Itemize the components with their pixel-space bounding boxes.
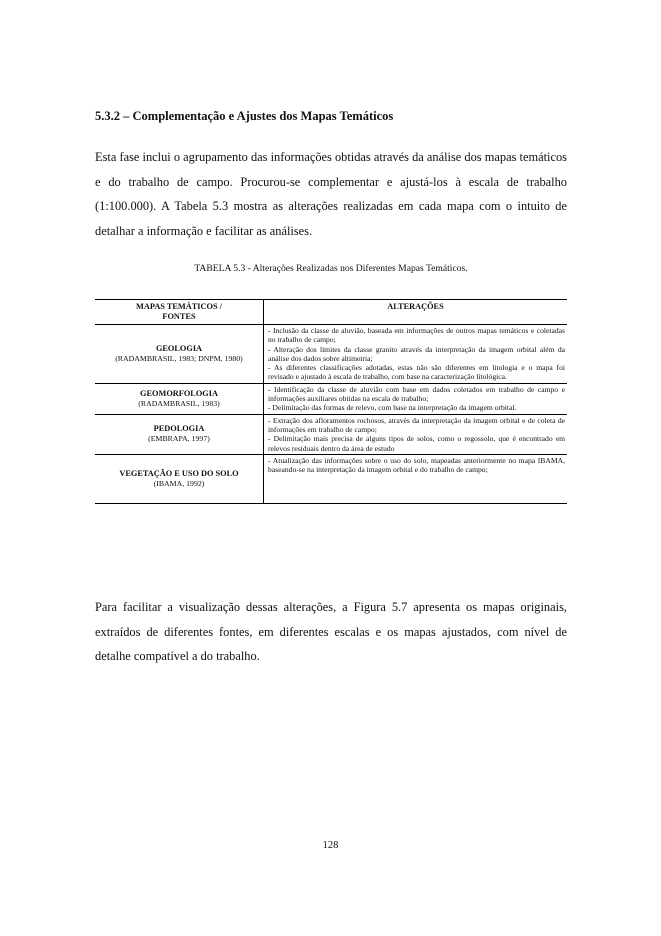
map-source: (RADAMBRASIL, 1983; DNPM, 1980) <box>115 353 243 363</box>
map-source-cell <box>95 383 264 414</box>
map-source: (RADAMBRASIL, 1983) <box>138 398 220 408</box>
alterations-table <box>95 299 567 504</box>
map-source: (IBAMA, 1992) <box>153 478 205 488</box>
map-source-cell <box>95 454 264 503</box>
alterations-cell <box>264 414 568 454</box>
intro-paragraph: Esta fase inclui o agrupamento das informações obtidas através da análise dos mapas temáticos e do trabalho de campo. Procurou-se complementar e ajustá-los à escala de trabalho (1:100.000). A Tabela 5.3 mostra as alterações realizadas em cada mapa com o intuito de detalhar a informação e facilitar as análises. <box>95 150 567 238</box>
alteration-item: - Identificação da classe de aluvião com base em dados coletados em trabalho de campo e informações auxiliares obtidas na escala de trabalho; <box>268 384 565 404</box>
table-row-vegetacao <box>95 454 567 503</box>
map-name: PEDOLOGIA <box>153 424 205 434</box>
alteration-item: - As diferentes classificações adotadas, estas não são diferentes em litologia e o mapa foi revisado e ajustado à escala de trabalho, com base na caracterização litológica. <box>268 363 565 382</box>
map-name: GEOLOGIA <box>155 343 203 353</box>
map-source-cell <box>95 414 264 454</box>
figure-reference-paragraph: Para facilitar a visualização dessas alterações, a Figura 5.7 apresenta os mapas originais, extraídos de diferentes fontes, em diferentes escalas e os mapas ajustados, com nível de detalhe compatível a do trabalho. <box>95 600 567 663</box>
table-row-pedologia <box>95 414 567 454</box>
alterations-cell <box>264 325 568 384</box>
map-source-cell <box>95 325 264 384</box>
alteration-item: - Inclusão da classe de aluvião, baseada em informações de outros mapas temáticos e coletadas no trabalho de campo; <box>268 326 565 345</box>
table-row-geomorfologia <box>95 383 567 414</box>
column-header-alterations: ALTERAÇÕES <box>264 300 568 325</box>
alteration-item: - Atualização das informações sobre o uso do solo, mapeadas anteriormente no mapa IBAMA, baseando-se na interpretação da imagem orbital e do trabalho de campo; <box>268 455 565 475</box>
alterations-cell <box>264 383 568 414</box>
alteration-item: - Delimitação das formas de relevo, com base na interpretação da imagem orbital. <box>268 403 517 413</box>
column-header-maps-text: MAPAS TEMÁTICOS / FONTES <box>136 302 222 321</box>
alteration-item: - Alteração dos limites da classe granito através da interpretação da imagem orbital além da análise dos dados sobre altimetria; <box>268 344 565 363</box>
page-number: 128 <box>322 840 339 851</box>
map-name: VEGETAÇÃO E USO DO SOLO <box>119 468 239 478</box>
alteration-item: - Extração dos afloramentos rochosos, através da interpretação da imagem orbital e de coleta de informações em trabalho de campo; <box>268 415 565 434</box>
table-header-row <box>95 300 567 325</box>
table-caption: TABELA 5.3 - Alterações Realizadas nos Diferentes Mapas Temáticos. <box>194 263 468 274</box>
map-source: (EMBRAPA, 1997) <box>148 434 210 444</box>
section-heading: 5.3.2 – Complementação e Ajustes dos Mapas Temáticos <box>95 109 394 123</box>
alterations-cell <box>264 454 568 503</box>
column-header-maps <box>95 300 264 325</box>
alteration-item: - Delimitação mais precisa de alguns tipos de solos, como o regossolo, que é encontrado em relevos residuais dentro da área de estudo <box>268 434 565 453</box>
table-row-geologia <box>95 325 567 384</box>
map-name: GEOMORFOLOGIA <box>140 388 218 398</box>
